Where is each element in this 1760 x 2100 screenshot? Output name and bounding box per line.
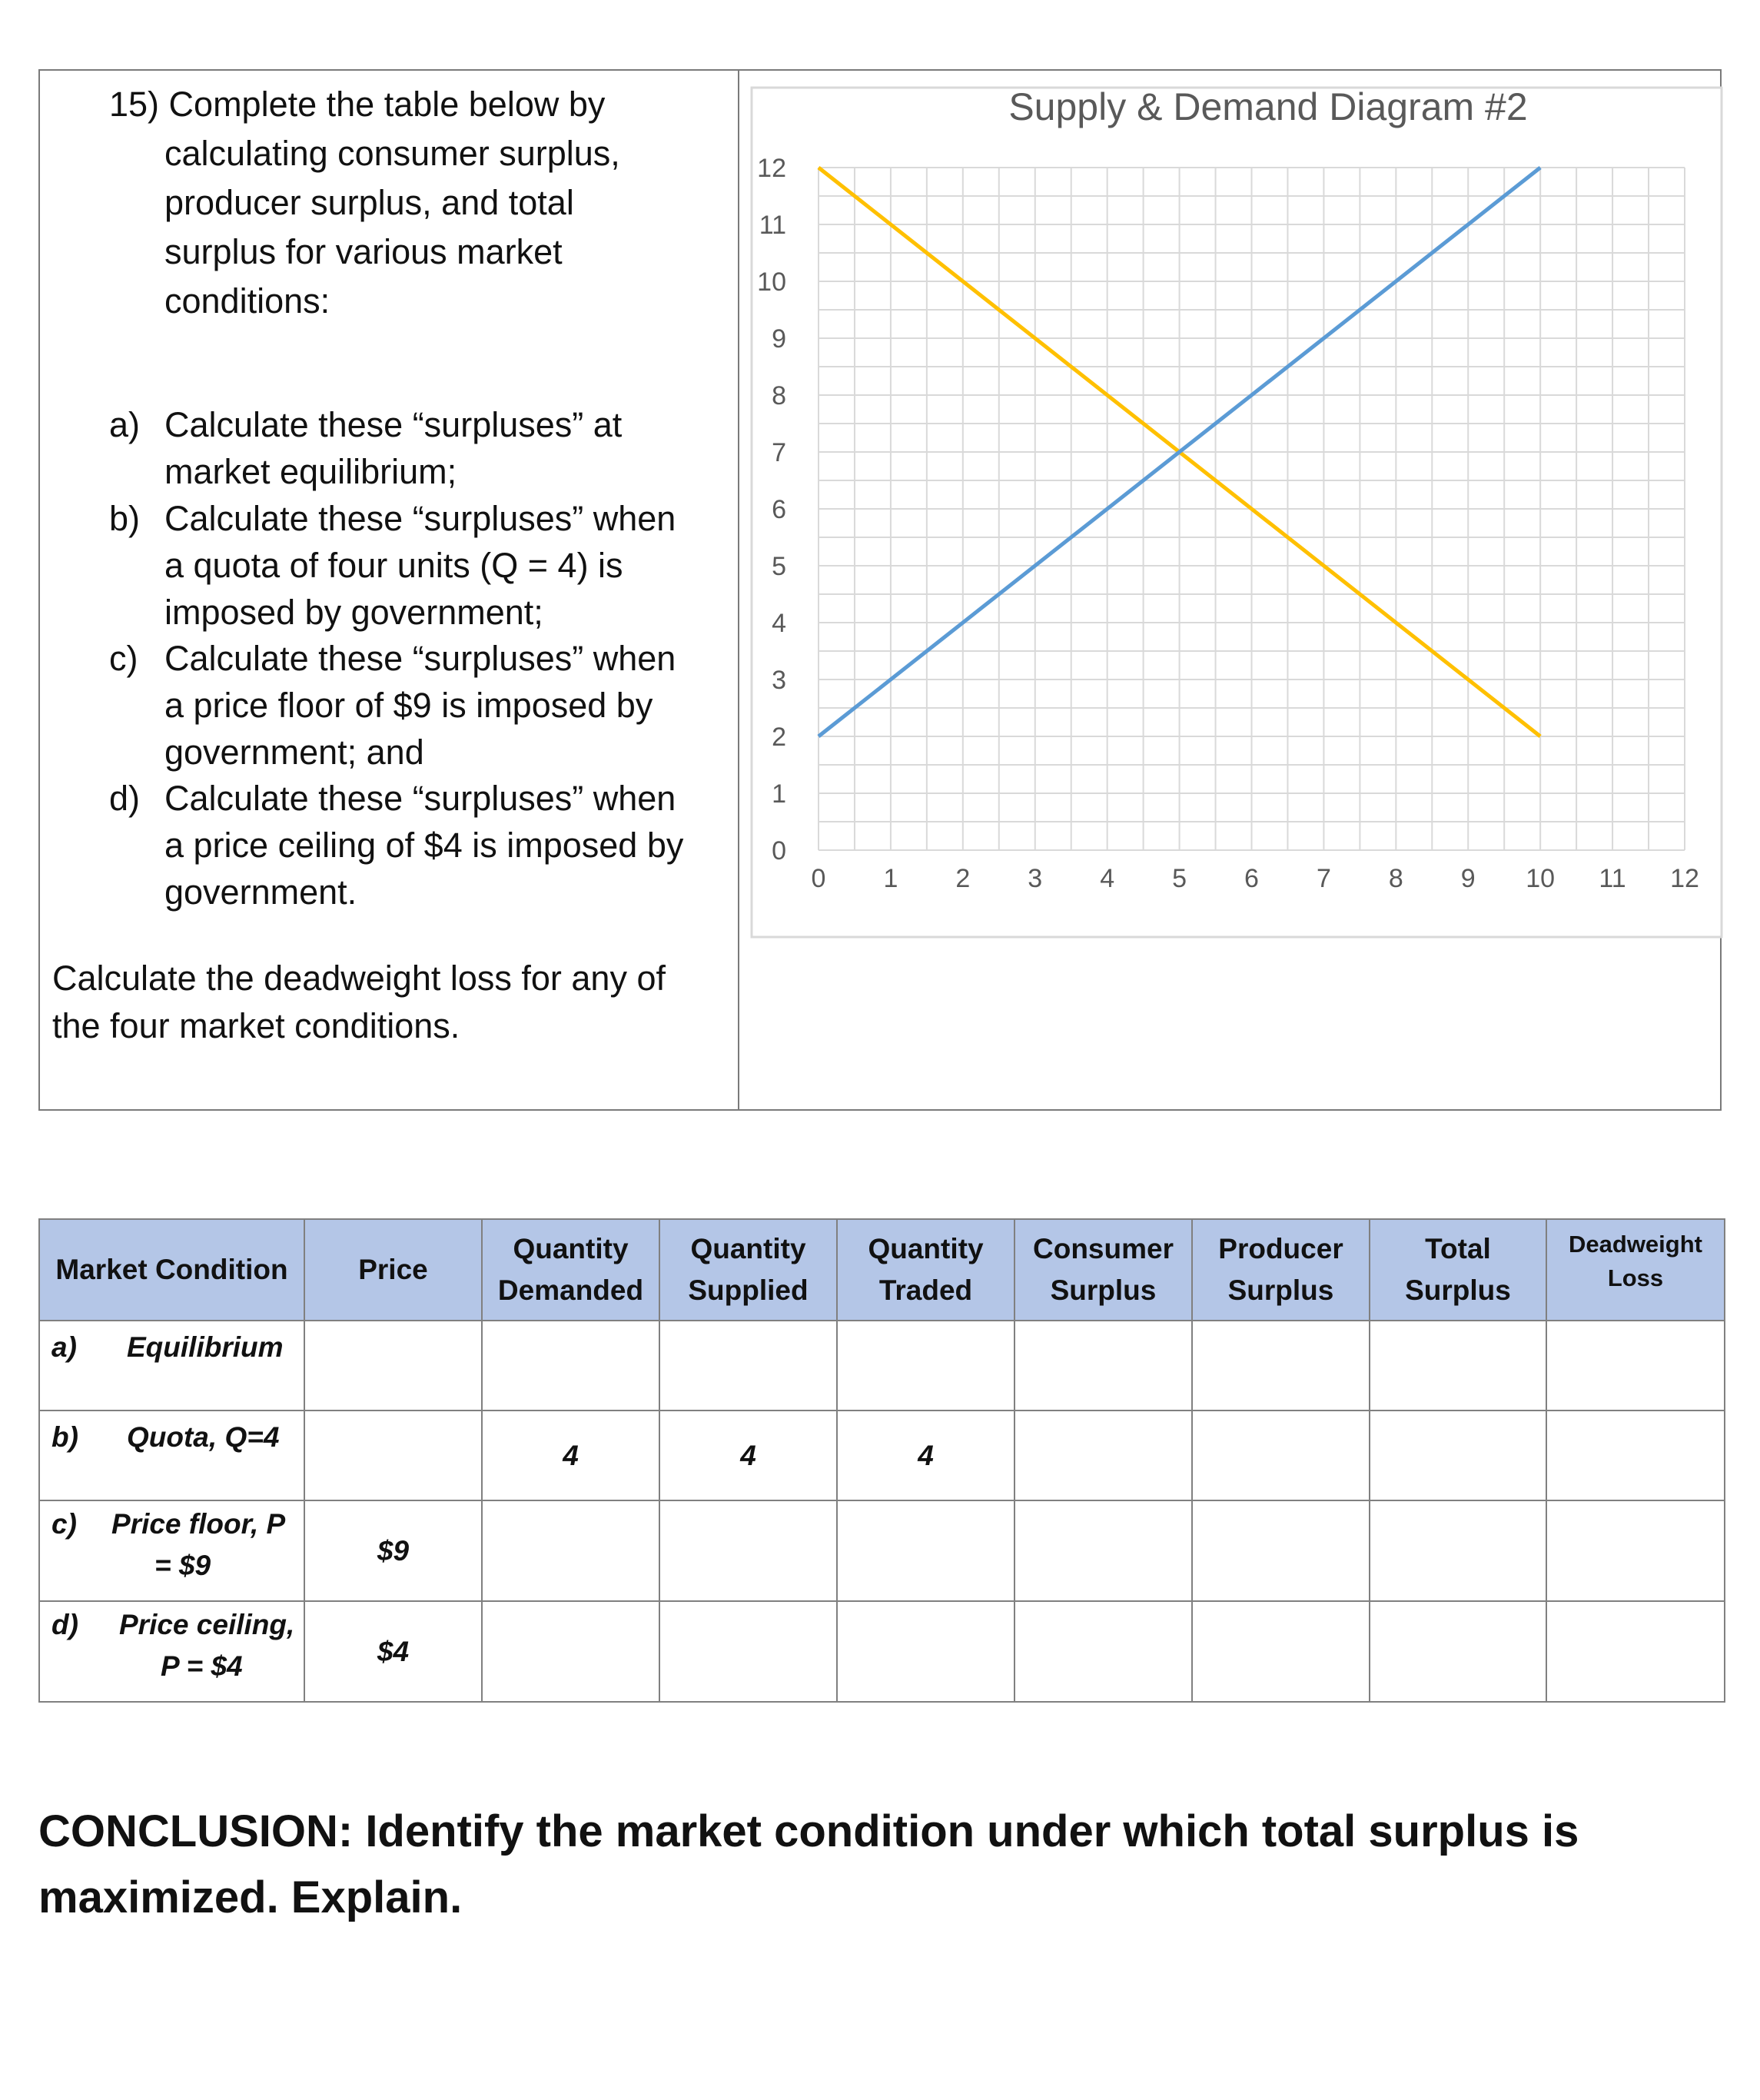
part-text — [164, 635, 687, 776]
row-condition: P = $4 — [161, 1650, 243, 1682]
header-quantity-demanded: Quantity Demanded — [482, 1219, 659, 1321]
y-tick-label: 12 — [757, 154, 786, 183]
part-label: a) — [109, 405, 141, 444]
y-tick-label: 11 — [759, 211, 786, 240]
part-line: a price floor of $9 is imposed by — [164, 686, 653, 725]
row-condition: = $9 — [154, 1550, 211, 1581]
quantity-supplied-cell[interactable] — [659, 1500, 837, 1601]
quantity-traded-cell[interactable] — [837, 1601, 1014, 1702]
deadweight-instruction — [52, 955, 713, 1050]
part-line: a price ceiling of $4 is imposed by — [164, 826, 684, 865]
panel-divider — [738, 71, 739, 1109]
y-tick-label: 7 — [772, 438, 786, 467]
table-row — [39, 1601, 1725, 1702]
question-number-line: 15) Complete the table below by — [109, 85, 606, 124]
header-quantity-traded: Quantity Traded — [837, 1219, 1014, 1321]
deadweight-loss-cell[interactable] — [1546, 1601, 1725, 1702]
total-surplus-cell[interactable] — [1370, 1601, 1546, 1702]
part-line: Calculate these “surpluses” when — [164, 639, 676, 678]
x-tick-label: 12 — [1670, 864, 1699, 893]
quantity-demanded-cell[interactable] — [482, 1321, 659, 1411]
price-cell[interactable]: $9 — [304, 1500, 482, 1601]
part-line: Calculate these “surpluses” at — [164, 405, 623, 444]
chart-title: Supply & Demand Diagram #2 — [1008, 85, 1528, 128]
x-tick-label: 10 — [1526, 864, 1556, 893]
row-letter: c) — [51, 1508, 77, 1540]
y-tick-label: 6 — [772, 495, 786, 524]
row-label-cell — [39, 1411, 304, 1500]
part-line: imposed by government; — [164, 593, 543, 632]
consumer-surplus-cell[interactable] — [1014, 1500, 1192, 1601]
x-tick-label: 8 — [1388, 864, 1403, 893]
part-line: government. — [164, 872, 357, 912]
conclusion-prompt — [38, 1799, 1652, 1931]
part-line: market equilibrium; — [164, 452, 457, 491]
question-line: conditions: — [164, 281, 330, 321]
y-tick-label: 4 — [772, 609, 786, 638]
header-quantity-supplied: Quantity Supplied — [659, 1219, 837, 1321]
price-cell[interactable] — [304, 1411, 482, 1500]
producer-surplus-cell[interactable] — [1192, 1411, 1370, 1500]
row-condition: Price floor, P — [111, 1508, 286, 1540]
price-cell[interactable]: $4 — [304, 1601, 482, 1702]
deadweight-loss-cell[interactable] — [1546, 1411, 1725, 1500]
row-letter: b) — [51, 1421, 78, 1453]
y-tick-label: 0 — [772, 836, 786, 866]
y-tick-label: 2 — [772, 723, 786, 752]
part-text — [164, 401, 687, 495]
row-label-cell — [39, 1500, 304, 1601]
header-consumer-surplus: Consumer Surplus — [1014, 1219, 1192, 1321]
x-tick-label: 4 — [1100, 864, 1115, 893]
total-surplus-cell[interactable] — [1370, 1500, 1546, 1601]
x-tick-label: 6 — [1244, 864, 1259, 893]
quantity-traded-cell[interactable] — [837, 1500, 1014, 1601]
row-letter: d) — [51, 1609, 78, 1640]
row-letter: a) — [51, 1331, 77, 1363]
header-market-condition: Market Condition — [39, 1219, 304, 1321]
question-body — [164, 129, 718, 326]
y-tick-label: 8 — [772, 381, 786, 410]
quantity-supplied-cell[interactable]: 4 — [659, 1411, 837, 1500]
part-text — [164, 495, 687, 636]
quantity-demanded-cell[interactable] — [482, 1500, 659, 1601]
consumer-surplus-cell[interactable] — [1014, 1601, 1192, 1702]
y-tick-label: 5 — [772, 552, 786, 581]
part-label: d) — [109, 779, 141, 818]
row-condition: Equilibrium — [127, 1331, 284, 1363]
part-label: b) — [109, 499, 141, 538]
producer-surplus-cell[interactable] — [1192, 1601, 1370, 1702]
header-total-surplus: Total Surplus — [1370, 1219, 1546, 1321]
x-tick-label: 0 — [811, 864, 826, 893]
quantity-traded-cell[interactable] — [837, 1321, 1014, 1411]
conclusion-line: maximized. Explain. — [38, 1872, 463, 1922]
row-label-cell — [39, 1601, 304, 1702]
consumer-surplus-cell[interactable] — [1014, 1321, 1192, 1411]
header-price: Price — [304, 1219, 482, 1321]
part-line: government; and — [164, 733, 424, 772]
instruction-line: the four market conditions. — [52, 1006, 460, 1045]
quantity-supplied-cell[interactable] — [659, 1601, 837, 1702]
instruction-line: Calculate the deadweight loss for any of — [52, 959, 666, 998]
header-deadweight-loss: Deadweight Loss — [1546, 1219, 1725, 1321]
consumer-surplus-cell[interactable] — [1014, 1411, 1192, 1500]
table-row — [39, 1500, 1725, 1601]
x-tick-label: 11 — [1599, 864, 1626, 893]
y-tick-label: 1 — [772, 779, 786, 809]
question-panel — [38, 69, 1722, 1111]
header-producer-surplus: Producer Surplus — [1192, 1219, 1370, 1321]
part-line: Calculate these “surpluses” when — [164, 779, 676, 818]
x-tick-label: 9 — [1460, 864, 1476, 893]
row-condition: Quota, Q=4 — [127, 1421, 280, 1453]
quantity-supplied-cell[interactable] — [659, 1321, 837, 1411]
market-table-wrapper — [38, 1218, 1725, 1703]
table-header-row — [39, 1219, 1725, 1321]
x-tick-label: 5 — [1172, 864, 1187, 893]
x-tick-label: 1 — [883, 864, 898, 893]
table-row — [39, 1321, 1725, 1411]
producer-surplus-cell[interactable] — [1192, 1321, 1370, 1411]
conclusion-line: CONCLUSION: Identify the market condition under which total surplus is — [38, 1806, 1579, 1856]
y-tick-label: 9 — [772, 324, 786, 354]
row-label-cell — [39, 1321, 304, 1411]
table-row — [39, 1411, 1725, 1500]
part-label: c) — [109, 639, 138, 678]
quantity-traded-cell[interactable]: 4 — [837, 1411, 1014, 1500]
x-tick-label: 2 — [955, 864, 971, 893]
deadweight-loss-cell[interactable] — [1546, 1500, 1725, 1601]
question-line: producer surplus, and total — [164, 183, 574, 222]
question-line: calculating consumer surplus, — [164, 134, 620, 173]
producer-surplus-cell[interactable] — [1192, 1500, 1370, 1601]
quantity-demanded-cell[interactable]: 4 — [482, 1411, 659, 1500]
supply-demand-chart — [746, 81, 1737, 950]
row-condition: Price ceiling, — [119, 1609, 295, 1640]
quantity-demanded-cell[interactable] — [482, 1601, 659, 1702]
deadweight-loss-cell[interactable] — [1546, 1321, 1725, 1411]
total-surplus-cell[interactable] — [1370, 1321, 1546, 1411]
market-table — [38, 1218, 1725, 1703]
part-line: a quota of four units (Q = 4) is — [164, 546, 623, 585]
x-tick-label: 7 — [1316, 864, 1331, 893]
price-cell[interactable] — [304, 1321, 482, 1411]
y-tick-label: 10 — [757, 267, 786, 297]
total-surplus-cell[interactable] — [1370, 1411, 1546, 1500]
y-tick-label: 3 — [772, 666, 786, 695]
part-text — [164, 775, 687, 915]
part-line: Calculate these “surpluses” when — [164, 499, 676, 538]
question-line: surplus for various market — [164, 232, 563, 271]
x-tick-label: 3 — [1028, 864, 1043, 893]
